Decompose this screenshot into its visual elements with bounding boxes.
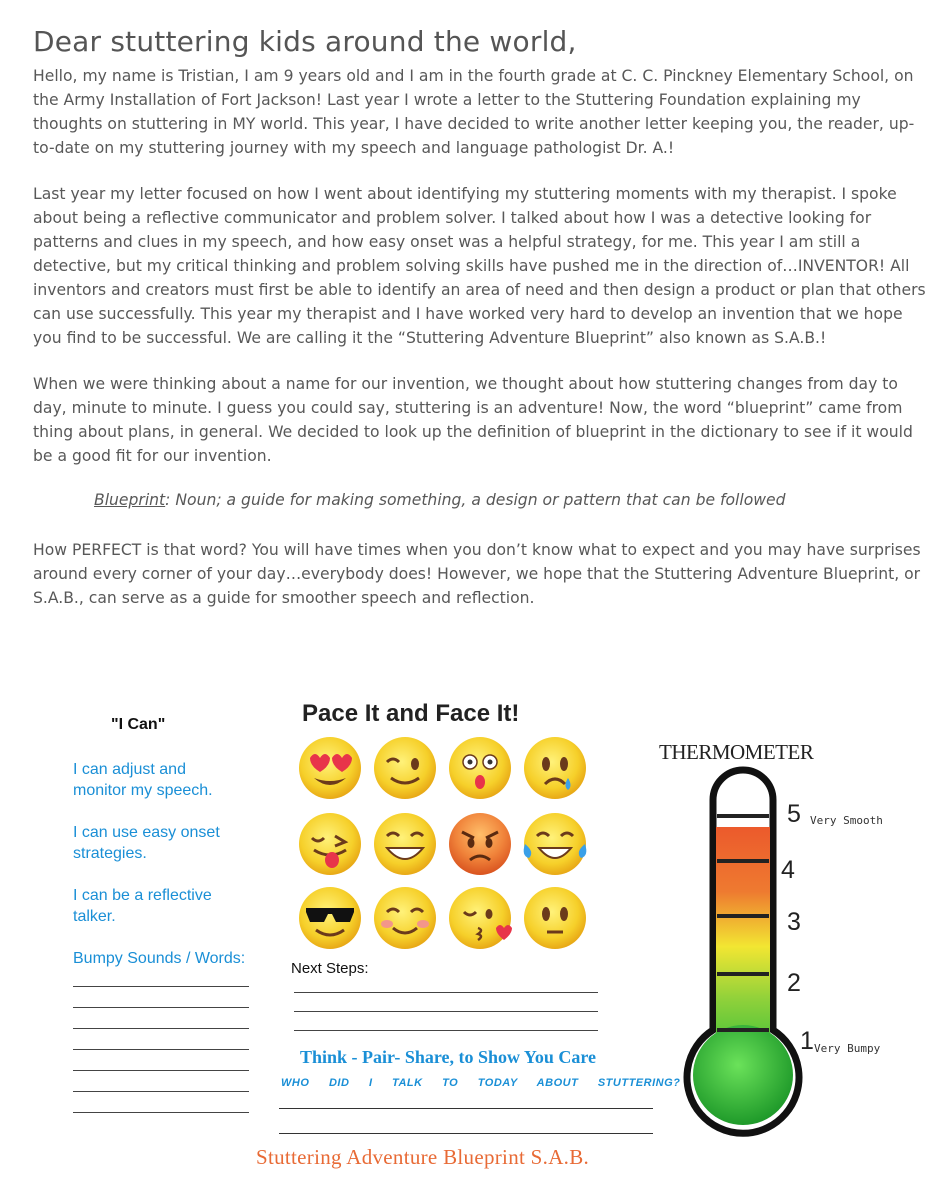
i-can-item-1: I can adjust and monitor my speech. — [73, 761, 213, 799]
blushing-smile-emoji-icon — [374, 887, 436, 949]
next-steps-line[interactable] — [294, 1011, 598, 1012]
thermometer-level-4: 4 — [781, 856, 795, 884]
crying-emoji-icon — [524, 737, 586, 799]
letter-paragraph-3: When we were thinking about a name for our invention, we thought about how stuttering changes from day to day, minute to minute. I guess you could say, stuttering is an adventure! Now, the word “blueprint” came from thing about plans, in general. We decided to look up the definition of blueprint in the dictionary to see if it would be a good fit for our invention. — [33, 375, 913, 465]
next-steps-label: Next Steps: — [291, 960, 369, 977]
sab-worksheet — [0, 690, 950, 1200]
next-steps-line[interactable] — [294, 1030, 598, 1031]
i-can-item-3: I can be a reflective talker. — [73, 887, 212, 925]
thermometer-level-3: 3 — [787, 908, 801, 936]
sab-footer: Stuttering Adventure Blueprint S.A.B. — [256, 1145, 590, 1169]
surprised-emoji-icon — [449, 737, 511, 799]
pace-it-title: Pace It and Face It! — [302, 700, 520, 727]
thermometer-title: THERMOMETER — [659, 740, 814, 764]
who-answer-line[interactable] — [279, 1133, 653, 1134]
who-answer-line[interactable] — [279, 1108, 653, 1109]
definition-text: : Noun; a guide for making something, a design or pattern that can be followed — [165, 491, 786, 509]
bumpy-sounds-label: Bumpy Sounds / Words: — [73, 950, 246, 967]
thermometer-level-1: 1 — [800, 1027, 814, 1055]
angry-emoji-icon — [449, 813, 511, 875]
blueprint-definition — [94, 491, 786, 509]
neutral-emoji-icon — [524, 887, 586, 949]
grinning-emoji-icon — [374, 813, 436, 875]
letter-paragraph-4: How PERFECT is that word? You will have times when you don’t know what to expect and you may have surprises around every corner of your day…everybody does! However, we hope that the Stuttering Adventure Blueprint, or S.A.B., can serve as a guide for smoother speech and reflection. — [33, 541, 921, 607]
letter-heading: Dear stuttering kids around the world, — [33, 24, 577, 58]
thermometer-level-2: 2 — [787, 969, 801, 997]
letter-paragraph-1: Hello, my name is Tristian, I am 9 years old and I am in the fourth grade at C. C. Pinckney Elementary School, on the Army Installation of Fort Jackson! Last year I wrote a letter to the Stuttering Foundation explaining my thoughts on stuttering in MY world. This year, I have decided to write another letter keeping you, the reader, up-to-date on my stuttering journey with my speech and language pathologist Dr. A.! — [33, 67, 915, 157]
winking-emoji-icon — [374, 737, 436, 799]
who-did-i-talk-prompt: WHO DID I TALK TO TODAY ABOUT STUTTERING? — [281, 1077, 681, 1089]
sunglasses-emoji-icon — [299, 887, 361, 949]
kissing-heart-emoji-icon — [449, 887, 512, 949]
very-smooth-label: Very Smooth — [810, 814, 883, 827]
thermometer-level-5: 5 — [787, 800, 801, 828]
definition-term: Blueprint — [94, 491, 166, 509]
think-pair-share: Think - Pair- Share, to Show You Care — [300, 1047, 597, 1067]
next-steps-line[interactable] — [294, 992, 598, 993]
i-can-item-2: I can use easy onset strategies. — [73, 824, 220, 862]
i-can-title: "I Can" — [111, 716, 166, 733]
letter-paragraph-2: Last year my letter focused on how I went about identifying my stuttering moments with my therapist. I spoke about being a reflective communicator and problem solver. I talked about how I was a detective looking for patterns and clues in my speech, and how easy onset was a helpful strategy, for me. This year I am still a detective, but my critical thinking and problem solving skills have pushed me in the direction of…INVENTOR! All inventors and creators must first be able to identify an area of need and then design a product or plan that others can use successfully. This year my therapist and I have worked very hard to develop an invention that we hope you find to be successful. We are calling it the “Stuttering Adventure Blueprint” also known as S.A.B.! — [33, 185, 926, 347]
tears-of-joy-emoji-icon — [524, 813, 587, 875]
tongue-out-wink-emoji-icon — [299, 813, 361, 875]
very-bumpy-label: Very Bumpy — [814, 1042, 881, 1055]
heart-eyes-emoji-icon — [299, 737, 361, 799]
